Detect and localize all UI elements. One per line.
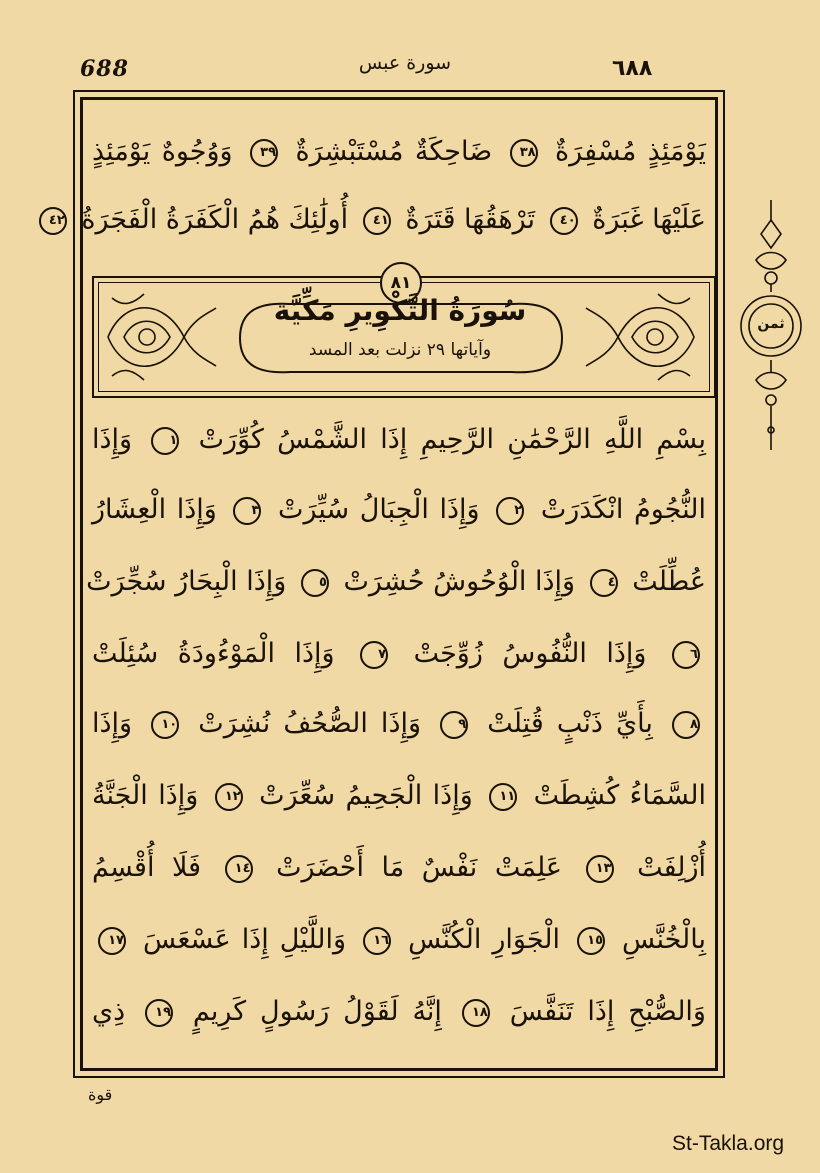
verse-number-marker: ٤٠ (550, 207, 578, 235)
verse-text: إِنَّهُ لَقَوْلُ رَسُولٍ كَرِيمٍ (192, 996, 442, 1027)
verse-line (86, 562, 706, 602)
verse-number-marker: ٣ (233, 497, 261, 525)
verse-text: أُزْلِفَتْ (637, 852, 706, 883)
watermark: St-Takla.org (672, 1132, 785, 1155)
verse-number-marker: ١٢ (215, 783, 243, 811)
verse-line (92, 420, 706, 460)
verse-text: تَرْهَقُهَا قَتَرَةٌ (405, 204, 536, 235)
verse-text: وَاللَّيْلِ إِذَا عَسْعَسَ (143, 924, 347, 955)
verse-number-marker: ٤ (590, 569, 618, 597)
verse-number-marker: ١ (151, 427, 179, 455)
verse-text: النُّجُومُ انْكَدَرَتْ (540, 494, 706, 525)
verse-line (92, 634, 706, 674)
arabesque-ornament-right (582, 288, 698, 386)
verse-number-marker: ١٧ (98, 927, 126, 955)
verse-number-marker: ٣٩ (250, 139, 278, 167)
verse-number-marker: ١٦ (363, 927, 391, 955)
verse-number-marker: ٥ (301, 569, 329, 597)
verse-number-marker: ٧ (360, 641, 388, 669)
verse-line-prev-1 (92, 132, 706, 172)
verse-text: وَإِذَا النُّفُوسُ زُوِّجَتْ (413, 638, 647, 669)
verse-number-marker: ١٤ (225, 855, 253, 883)
verse-text: يَوْمَئِذٍ مُسْفِرَةٌ (555, 136, 706, 167)
hizb-label: ثمن (757, 316, 785, 332)
verse-text: وَالصُّبْحِ إِذَا تَنَفَّسَ (509, 996, 706, 1027)
verse-number-marker: ٨ (672, 711, 700, 739)
verse-line (92, 776, 706, 816)
verse-text: فَلَا أُقْسِمُ (92, 852, 201, 883)
verse-line-prev-2 (48, 200, 706, 240)
page-number-latin: 688 (80, 56, 129, 82)
verse-text: بِأَيِّ ذَنْبٍ قُتِلَتْ (487, 708, 653, 739)
surah-number-medallion: ٨١ (380, 262, 422, 304)
page-number-arabic: ٦٨٨ (612, 56, 653, 81)
verse-text: وَوُجُوهٌ يَوْمَئِذٍ (92, 136, 233, 167)
verse-number-marker: ٤١ (363, 207, 391, 235)
verse-text: الْجَوَارِ الْكُنَّسِ (408, 924, 560, 955)
verse-line (92, 848, 706, 888)
verse-number-marker: ٢ (496, 497, 524, 525)
verse-text: وَإِذَا الْعِشَارُ (92, 494, 217, 525)
surah-title: سُورَةُ التَّكْوِيرِ مَكِّيَّة (273, 294, 527, 327)
verse-number-marker: ١٠ (151, 711, 179, 739)
verse-line (92, 920, 706, 960)
verse-text: وَإِذَا الْجَحِيمُ سُعِّرَتْ (259, 780, 473, 811)
verse-number-marker: ١٣ (586, 855, 614, 883)
verse-text: وَإِذَا الْجِبَالُ سُيِّرَتْ (278, 494, 480, 525)
arabesque-ornament-left (104, 288, 220, 386)
verse-number-marker: ٤٢ (39, 207, 67, 235)
catchword: قوة (88, 1085, 113, 1104)
verse-number-marker: ١١ (489, 783, 517, 811)
verse-text: السَّمَاءُ كُشِطَتْ (533, 780, 706, 811)
verse-line (92, 992, 706, 1032)
surah-info: وآياتها ٢٩ نزلت بعد المسد (308, 340, 492, 360)
verse-number-marker: ٣٨ (510, 139, 538, 167)
verse-text: أُولَٰئِكَ هُمُ الْكَفَرَةُ الْفَجَرَةُ (81, 204, 349, 235)
verse-text: وَإِذَا (92, 424, 133, 455)
verse-number-marker: ٩ (440, 711, 468, 739)
verse-text: وَإِذَا الصُّحُفُ نُشِرَتْ (198, 708, 422, 739)
verse-text: وَإِذَا الْمَوْءُودَةُ سُئِلَتْ (92, 638, 335, 669)
verse-text: وَإِذَا الْوُحُوشُ حُشِرَتْ (343, 566, 576, 597)
verse-number-marker: ١٩ (145, 999, 173, 1027)
verse-text: بِالْخُنَّسِ (622, 924, 707, 955)
running-title: سورة عبس (358, 52, 452, 74)
verse-text: ضَاحِكَةٌ مُسْتَبْشِرَةٌ (295, 136, 493, 167)
verse-text: عَلَيْهَا غَبَرَةٌ (592, 204, 706, 235)
verse-text: وَإِذَا الْجَنَّةُ (92, 780, 199, 811)
verse-text: وَإِذَا (92, 708, 133, 739)
verse-text: عَلِمَتْ نَفْسٌ مَا أَحْضَرَتْ (276, 852, 562, 883)
verse-line (92, 704, 706, 744)
verse-text: بِسْمِ اللَّهِ الرَّحْمَٰنِ الرَّحِيمِ إِذَا الشَّمْسُ كُوِّرَتْ (198, 424, 707, 455)
verse-text: عُطِّلَتْ (632, 566, 706, 597)
verse-text: وَإِذَا الْبِحَارُ سُجِّرَتْ (86, 566, 287, 597)
verse-number-marker: ٦ (672, 641, 700, 669)
verse-line (92, 490, 706, 530)
verse-number-marker: ١٥ (577, 927, 605, 955)
verse-text: ذِي (92, 996, 126, 1027)
verse-number-marker: ١٨ (462, 999, 490, 1027)
